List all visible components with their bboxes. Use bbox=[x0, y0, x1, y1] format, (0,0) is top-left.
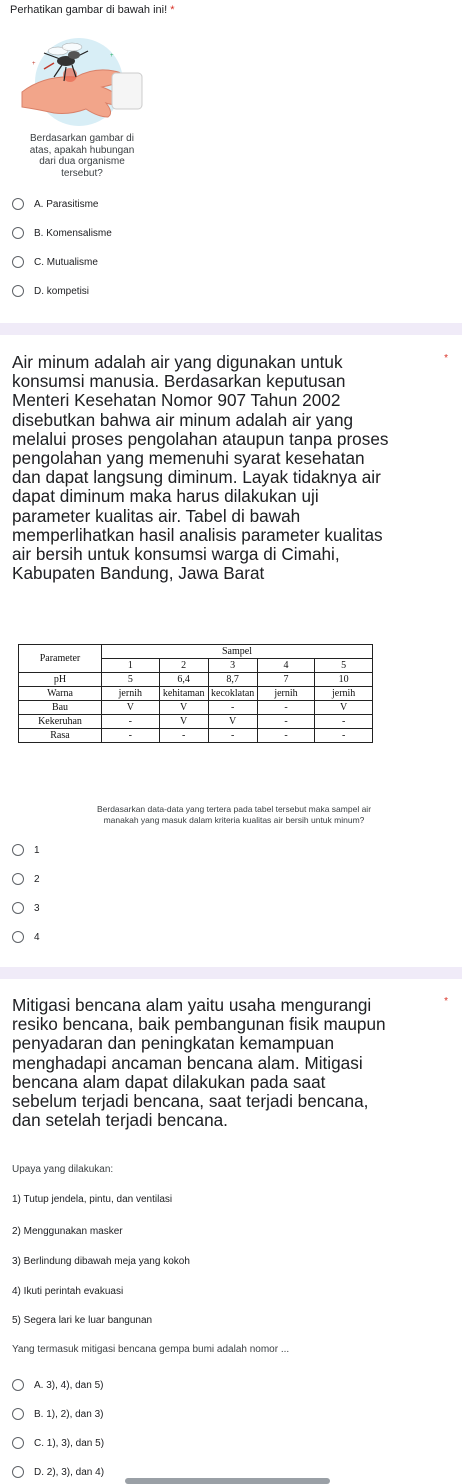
table-cell: 10 bbox=[315, 673, 373, 687]
table-cell: V bbox=[102, 701, 160, 715]
question-line: Air minum adalah air yang digunakan untuk bbox=[12, 352, 343, 372]
question-3-text bbox=[12, 996, 436, 1130]
radio-icon[interactable] bbox=[12, 1466, 24, 1478]
question-line: dan dapat langsung diminum. Layak tidaknya air bbox=[12, 467, 381, 488]
radio-icon[interactable] bbox=[12, 902, 24, 914]
radio-icon[interactable] bbox=[12, 227, 24, 239]
radio-icon[interactable] bbox=[12, 285, 24, 297]
table-cell: - bbox=[208, 701, 257, 715]
note-line: Berdasarkan data-data yang tertera pada tabel tersebut maka sampel air bbox=[96, 804, 372, 814]
table-cell: Rasa bbox=[19, 729, 102, 743]
question-1-caption bbox=[12, 133, 152, 179]
caption-line: Berdasarkan gambar di bbox=[30, 133, 134, 144]
question-line: Menteri Kesehatan Nomor 907 Tahun 2002 bbox=[12, 390, 341, 411]
question-line: pengolahan yang memenuhi syarat kesehatan bbox=[12, 448, 365, 469]
option-label: D. kompetisi bbox=[34, 285, 90, 297]
question-line: dan setelah terjadi bencana. bbox=[12, 1110, 228, 1131]
question-line: Mitigasi bencana alam yaitu usaha mengurangi bbox=[12, 995, 372, 1015]
option-label: A. 3), 4), dan 5) bbox=[34, 1379, 104, 1391]
table-cell: pH bbox=[19, 673, 102, 687]
question-3-prompt: Yang termasuk mitigasi bencana gempa bumi adalah nomor ... bbox=[12, 1344, 290, 1355]
radio-icon[interactable] bbox=[12, 931, 24, 943]
question-line: penyadaran dan peningkatan kemampuan bbox=[12, 1033, 335, 1054]
table-header-sampel: Sampel bbox=[102, 645, 373, 659]
question-line: menghadapi ancaman bencana alam. Mitigasi bbox=[12, 1052, 363, 1073]
table-cell: V bbox=[208, 715, 257, 729]
option-label: A. Parasitisme bbox=[34, 198, 99, 210]
table-cell: - bbox=[257, 715, 315, 729]
table-cell: jernih bbox=[257, 687, 315, 701]
option-label: C. Mutualisme bbox=[34, 256, 98, 268]
table-cell: 8,7 bbox=[208, 673, 257, 687]
required-marker: * bbox=[170, 4, 175, 16]
radio-icon[interactable] bbox=[12, 873, 24, 885]
note-line: manakah yang masuk dalam kriteria kualitas air bersih untuk minum? bbox=[103, 815, 365, 825]
table-header-parameter: Parameter bbox=[19, 645, 102, 673]
option-label: B. Komensalisme bbox=[34, 227, 112, 239]
table-cell: 6,4 bbox=[159, 673, 208, 687]
option-label: D. 2), 3), dan 4) bbox=[34, 1466, 105, 1478]
question-line: memperlihatkan hasil analisis parameter kualitas bbox=[12, 524, 383, 545]
table-cell: - bbox=[102, 729, 160, 743]
q3-option-c[interactable] bbox=[12, 1434, 104, 1452]
table-cell: - bbox=[257, 701, 315, 715]
q3-option-a[interactable] bbox=[12, 1376, 103, 1394]
option-label: B. 1), 2), dan 3) bbox=[34, 1408, 104, 1420]
q2-option-3[interactable] bbox=[12, 899, 40, 917]
table-cell: Bau bbox=[19, 701, 102, 715]
radio-icon[interactable] bbox=[12, 1437, 24, 1449]
section-divider bbox=[0, 323, 462, 335]
caption-line: atas, apakah hubungan bbox=[29, 144, 135, 156]
table-cell: jernih bbox=[315, 687, 373, 701]
table-cell: 3 bbox=[208, 659, 257, 673]
table-row bbox=[19, 673, 373, 687]
question-2-text bbox=[12, 353, 436, 583]
table-row bbox=[19, 729, 373, 743]
question-line: bencana alam dapat dilakukan pada saat bbox=[12, 1071, 326, 1092]
table-cell: 1 bbox=[102, 659, 160, 673]
question-line: air bersih untuk konsumsi warga di Cimahi, bbox=[12, 544, 340, 565]
mosquito-on-hand-illustration bbox=[14, 37, 144, 127]
table-row bbox=[19, 701, 373, 715]
table-cell: 5 bbox=[102, 673, 160, 687]
step-item: 4) Ikuti perintah evakuasi bbox=[12, 1286, 124, 1297]
table-row bbox=[19, 687, 373, 701]
question-line: konsumsi manusia. Berdasarkan keputusan bbox=[12, 371, 346, 392]
q2-option-1[interactable] bbox=[12, 841, 40, 859]
table-cell: Kekeruhan bbox=[19, 715, 102, 729]
option-label: 1 bbox=[34, 844, 40, 856]
svg-text:+: + bbox=[32, 61, 36, 67]
question-line: melalui proses pengolahan ataupun tanpa proses bbox=[12, 428, 389, 449]
option-label: 3 bbox=[34, 902, 40, 914]
radio-icon[interactable] bbox=[12, 1379, 24, 1391]
question-1-title bbox=[10, 4, 175, 16]
step-item: 3) Berlindung dibawah meja yang kokoh bbox=[12, 1256, 190, 1267]
question-line: sebelum terjadi bencana, saat terjadi bencana, bbox=[12, 1091, 369, 1112]
step-item: 2) Menggunakan masker bbox=[12, 1226, 123, 1237]
table-cell: 5 bbox=[315, 659, 373, 673]
table-cell: 2 bbox=[159, 659, 208, 673]
radio-icon[interactable] bbox=[12, 256, 24, 268]
caption-line: dari dua organisme bbox=[39, 156, 125, 167]
table-cell: V bbox=[159, 715, 208, 729]
q1-option-b[interactable] bbox=[12, 224, 112, 242]
table-row bbox=[19, 715, 373, 729]
option-label: 2 bbox=[34, 873, 40, 885]
question-line: Kabupaten Bandung, Jawa Barat bbox=[12, 563, 265, 584]
caption-line: tersebut? bbox=[61, 167, 103, 179]
option-label: 4 bbox=[34, 931, 40, 943]
efforts-label: Upaya yang dilakukan: bbox=[12, 1164, 114, 1175]
question-line: dapat diminum maka harus dilakukan uji bbox=[12, 486, 319, 507]
required-marker: * bbox=[444, 996, 448, 1007]
table-cell: - bbox=[102, 715, 160, 729]
horizontal-scrollbar[interactable] bbox=[125, 1478, 330, 1484]
option-label: C. 1), 3), dan 5) bbox=[34, 1437, 105, 1449]
q1-option-c[interactable] bbox=[12, 253, 98, 271]
radio-icon[interactable] bbox=[12, 844, 24, 856]
q2-option-2[interactable] bbox=[12, 870, 40, 888]
table-cell: kehitaman bbox=[159, 687, 208, 701]
step-item: 1) Tutup jendela, pintu, dan ventilasi bbox=[12, 1194, 173, 1205]
water-quality-table bbox=[18, 644, 373, 743]
svg-text:+: + bbox=[110, 53, 114, 59]
required-marker: * bbox=[444, 353, 448, 364]
radio-icon[interactable] bbox=[12, 198, 24, 210]
step-item: 5) Segera lari ke luar bangunan bbox=[12, 1315, 153, 1326]
table-cell: - bbox=[315, 729, 373, 743]
q3-option-d[interactable] bbox=[12, 1463, 104, 1481]
table-cell: Warna bbox=[19, 687, 102, 701]
question-1-title-text: Perhatikan gambar di bawah ini! bbox=[10, 4, 168, 16]
question-line: disebutkan bahwa air minum adalah air yang bbox=[12, 409, 354, 430]
table-cell: 7 bbox=[257, 673, 315, 687]
table-cell: 4 bbox=[257, 659, 315, 673]
table-cell: V bbox=[315, 701, 373, 715]
table-cell: - bbox=[315, 715, 373, 729]
table-cell: V bbox=[159, 701, 208, 715]
question-2-note bbox=[14, 804, 454, 826]
section-divider bbox=[0, 967, 462, 979]
q3-option-b[interactable] bbox=[12, 1405, 103, 1423]
question-line: resiko bencana, baik pembangunan fisik maupun bbox=[12, 1014, 386, 1035]
radio-icon[interactable] bbox=[12, 1408, 24, 1420]
table-cell: - bbox=[208, 729, 257, 743]
table-cell: - bbox=[159, 729, 208, 743]
q1-option-a[interactable] bbox=[12, 195, 98, 213]
table-cell: - bbox=[257, 729, 315, 743]
table-cell: jernih bbox=[102, 687, 160, 701]
q1-option-d[interactable] bbox=[12, 282, 89, 300]
q2-option-4[interactable] bbox=[12, 928, 40, 946]
table-cell: kecoklatan bbox=[208, 687, 257, 701]
question-line: parameter kualitas air. Tabel di bawah bbox=[12, 505, 301, 526]
